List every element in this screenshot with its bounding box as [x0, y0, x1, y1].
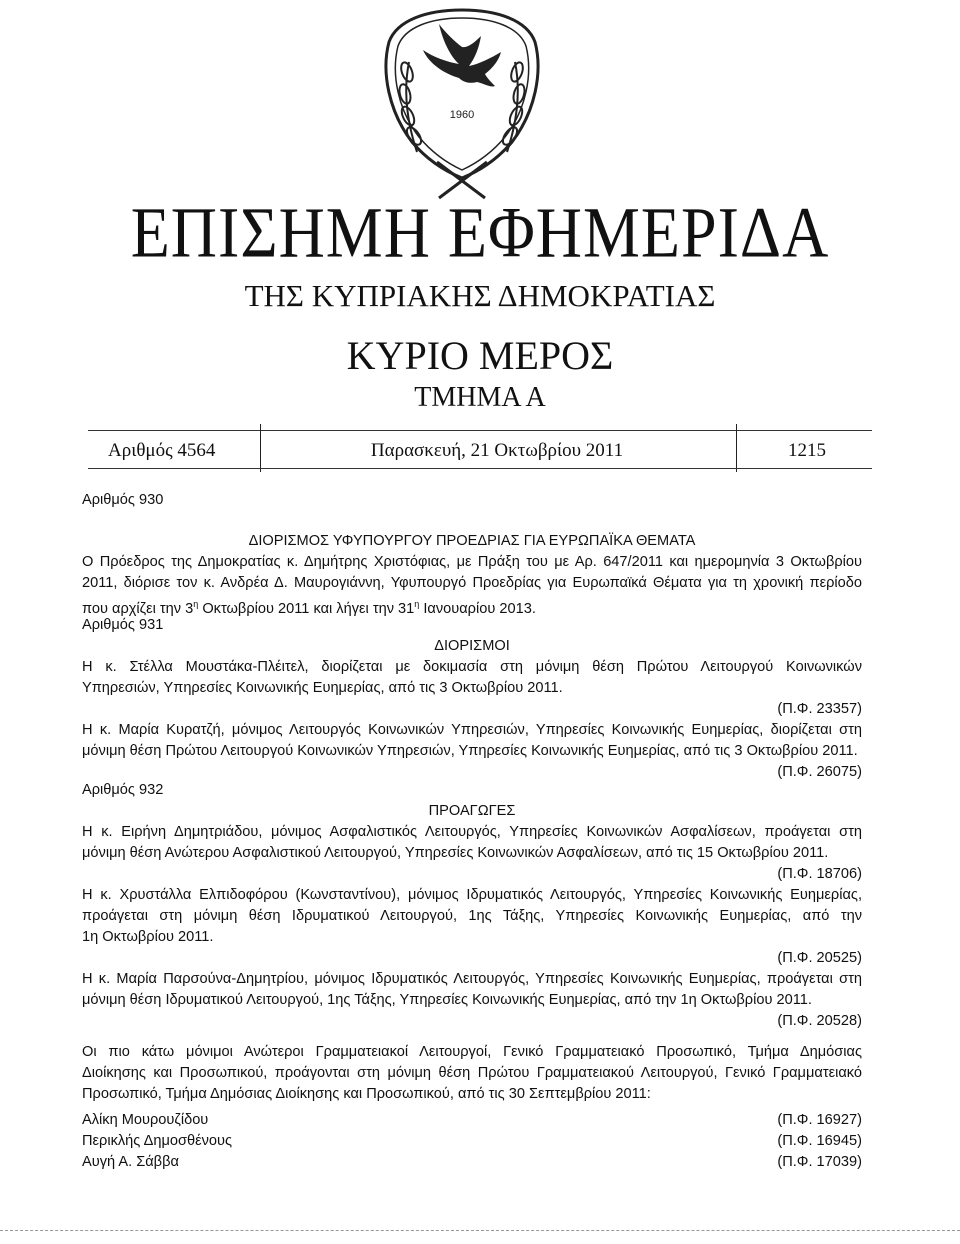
notice-932-entry-3-line-2: μόνιμη θέση Ιδρυματικού Λειτουργού, 1ης Τάξης, Υπηρεσίες Κοινωνικής Ευημερίας, από την 1η Οκτωβρίου 2011.	[82, 992, 812, 1008]
notice-932-entry-2-line-1: Η κ. Χρυστάλλα Ελπιδοφόρου (Κωνσταντίνου), μόνιμος Ιδρυματικός Λειτουργός, Υπηρεσίες Κοινωνικής Ευημερίας,	[82, 887, 862, 903]
notice-930-line-3a: που αρχίζει την 3	[82, 600, 194, 617]
notice-932-number: Αριθμός 932	[82, 782, 164, 798]
promoted-person-ref: (Π.Φ. 17039)	[777, 1154, 862, 1170]
header-divider-right	[736, 424, 737, 472]
page-number: 1215	[788, 440, 826, 461]
notice-930-line-1: Ο Πρόεδρος της Δημοκρατίας κ. Δημήτρης Χριστόφιας, με Πράξη του με Αρ. 647/2011 και ημερομηνία 3 Οκτωβρίου	[82, 554, 862, 570]
notice-932-group-line-2: Διοίκησης και Προσωπικού, προάγονται στη μόνιμη θέση Πρώτου Γραμματειακού Λειτουργού, Γενικό Γραμματειακό	[82, 1065, 862, 1081]
ordinal-sup-2: η	[414, 599, 420, 609]
header-top-rule	[88, 430, 872, 431]
notice-930-line-3c: Ιανουαρίου 2013.	[419, 600, 536, 617]
issue-date: Παρασκευή, 21 Οκτωβρίου 2011	[370, 440, 624, 461]
notice-932-entry-1-line-1: Η κ. Ειρήνη Δημητριάδου, μόνιμος Ασφαλιστικός Λειτουργός, Υπηρεσίες Κοινωνικών Ασφαλίσεων, προάγεται στη	[82, 824, 862, 840]
notice-932-entry-3-ref: (Π.Φ. 20528)	[777, 1013, 862, 1029]
promoted-person-ref: (Π.Φ. 16945)	[777, 1133, 862, 1149]
promoted-person-name: Αλίκη Μουρουζίδου	[82, 1112, 209, 1128]
notice-932-group-line-3: Προσωπικό, Τμήμα Δημόσιας Διοίκησης και Προσωπικού, από τις 30 Σεπτεμβρίου 2011:	[82, 1086, 651, 1102]
emblem-year: 1960	[449, 109, 475, 121]
footer-rule	[0, 1230, 960, 1231]
notice-932-entry-2-ref: (Π.Φ. 20525)	[777, 950, 862, 966]
notice-932-entry-2-line-3: 1η Οκτωβρίου 2011.	[82, 929, 214, 945]
gazette-part: ΚΥΡΙΟ ΜΕΡΟΣ	[346, 333, 614, 378]
notice-932-entry-1-line-2: μόνιμη θέση Ανώτερου Ασφαλιστικού Λειτουργού, Υπηρεσίες Κοινωνικών Ασφαλίσεων, από τις 15 Οκτωβρίου 2011.	[82, 845, 829, 861]
notice-931-entry-2-ref: (Π.Φ. 26075)	[777, 764, 862, 780]
ordinal-sup-1: η	[193, 599, 199, 609]
notice-932-group-line-1: Οι πιο κάτω μόνιμοι Ανώτεροι Γραμματειακοί Λειτουργοί, Γενικό Γραμματειακό Προσωπικό, Τμήμα Δημόσιας	[82, 1044, 862, 1060]
header-divider-left	[260, 424, 261, 472]
issue-number: Αριθμός 4564	[108, 440, 216, 461]
promoted-person-name: Περικλής Δημοσθένους	[82, 1133, 233, 1149]
gazette-section: ΤΜΗΜΑ Α	[414, 382, 546, 413]
promoted-person-name: Αυγή Α. Σάββα	[82, 1154, 179, 1170]
coat-of-arms-emblem	[367, 2, 557, 202]
notice-931-entry-1-line-2: Υπηρεσιών, Υπηρεσίες Κοινωνικής Ευημερίας, από τις 3 Οκτωβρίου 2011.	[82, 680, 563, 696]
notice-932-entry-3-line-1: Η κ. Μαρία Παρσούνα-Δημητρίου, μόνιμος Ιδρυματικός Λειτουργός, Υπηρεσίες Κοινωνικής Ευημερίας, προάγεται στη	[82, 971, 862, 987]
notice-931-heading: ΔΙΟΡΙΣΜΟΙ	[434, 638, 510, 654]
notice-931-entry-1-ref: (Π.Φ. 23357)	[777, 701, 862, 717]
gazette-subtitle: ΤΗΣ ΚΥΠΡΙΑΚΗΣ ΔΗΜΟΚΡΑΤΙΑΣ	[244, 278, 716, 313]
notice-932-heading: ΠΡΟΑΓΩΓΕΣ	[428, 803, 516, 819]
notice-932-entry-2-line-2: προάγεται στη μόνιμη θέση Ιδρυματικού Λειτουργού, 1ης Τάξης, Υπηρεσίες Κοινωνικής Ευημερίας, από την	[82, 908, 862, 924]
notice-931-entry-2-line-2: μόνιμη θέση Πρώτου Λειτουργού Κοινωνικών Υπηρεσιών, Υπηρεσίες Κοινωνικής Ευημερίας, από τις 3 Οκτωβρίου 2011.	[82, 743, 858, 759]
promoted-person-ref: (Π.Φ. 16927)	[777, 1112, 862, 1128]
notice-931-number: Αριθμός 931	[82, 617, 164, 633]
notice-932-entry-1-ref: (Π.Φ. 18706)	[777, 866, 862, 882]
notice-930-heading: ΔΙΟΡΙΣΜΟΣ ΥΦΥΠΟΥΡΓΟΥ ΠΡΟΕΔΡΙΑΣ ΓΙΑ ΕΥΡΩΠΑΪΚΑ ΘΕΜΑΤΑ	[248, 533, 696, 549]
notice-930-number: Αριθμός 930	[82, 492, 164, 508]
notice-931-entry-1-line-1: Η κ. Στέλλα Μουστάκα-Πλέιτελ, διορίζεται με δοκιμασία στη μόνιμη θέση Πρώτου Λειτουργού Κοινωνικών	[82, 659, 862, 675]
notice-930-line-3b: Οκτωβρίου 2011 και λήγει την 31	[198, 600, 415, 617]
gazette-title: ΕΠΙΣΗΜΗ ΕΦΗΜΕΡΙΔΑ	[130, 192, 830, 273]
header-bottom-rule	[88, 468, 872, 469]
notice-931-entry-2-line-1: Η κ. Μαρία Κυρατζή, μόνιμος Λειτουργός Κοινωνικών Υπηρεσιών, Υπηρεσίες Κοινωνικής Ευημερίας, διορίζεται στη	[82, 722, 862, 738]
notice-930-line-2: 2011, διόρισε τον κ. Ανδρέα Δ. Μαυρογιάννη, Υφυπουργό Προεδρίας για Ευρωπαϊκά Θέματα για τη χρονική περίοδο	[82, 575, 862, 591]
